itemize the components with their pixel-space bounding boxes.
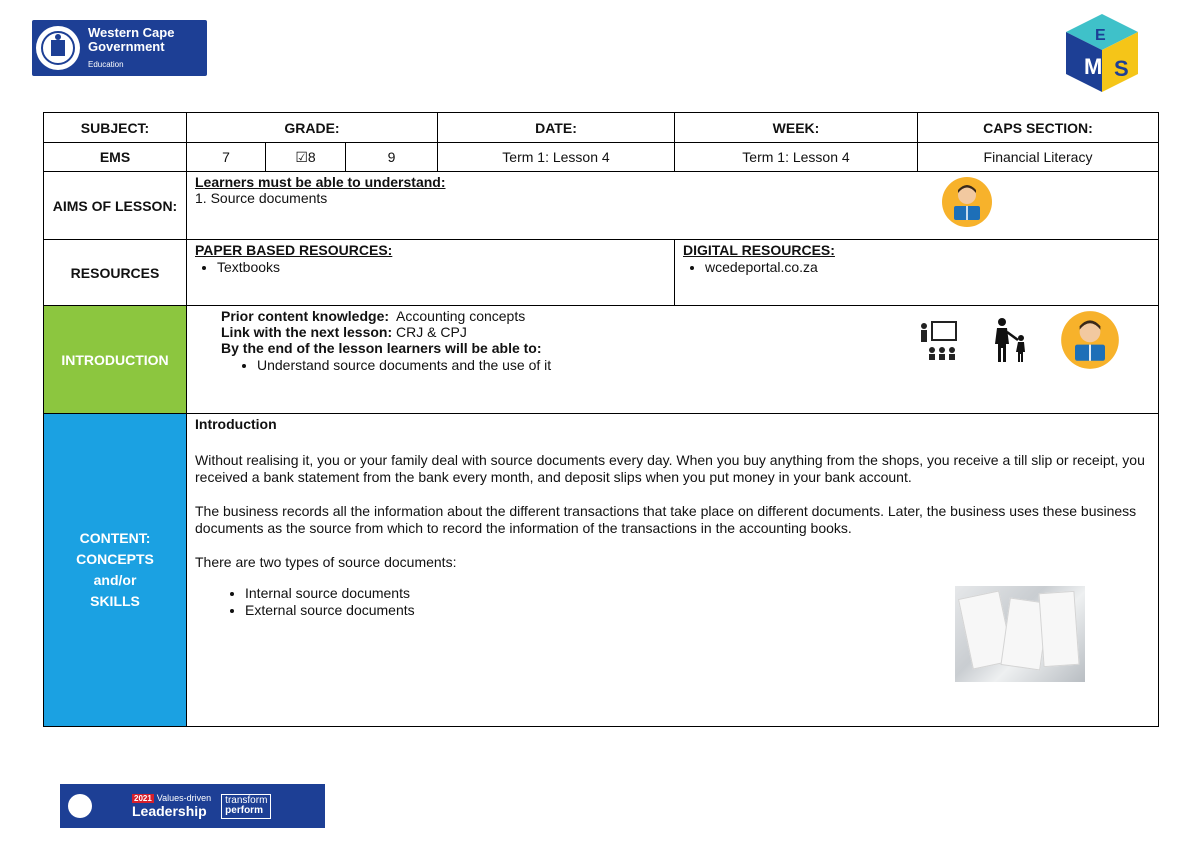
grade-9: 9 (346, 143, 438, 172)
banner-crest-icon (68, 794, 92, 818)
receipts-photo (955, 586, 1085, 682)
week-value: Term 1: Lesson 4 (675, 143, 918, 172)
end-of-lesson-item: • Understand source documents and the use of it (257, 357, 1150, 373)
paper-resource-item: • Textbooks (217, 259, 666, 275)
intro-icons (916, 310, 1120, 373)
subject-header: SUBJECT: (44, 113, 187, 143)
digital-resources-heading: DIGITAL RESOURCES: (683, 242, 835, 258)
content-paragraph-3: There are two types of source documents: (195, 553, 457, 570)
teacher-classroom-icon (916, 318, 960, 365)
banner-year: 2021 (134, 794, 152, 804)
caps-value: Financial Literacy (918, 143, 1159, 172)
grade-8-checked: ☑8 (266, 143, 346, 172)
digital-resources-cell (675, 240, 1159, 306)
paper-resources-heading: PAPER BASED RESOURCES: (195, 242, 393, 258)
source-doc-type-internal: • Internal source documents (245, 585, 1150, 601)
content-label: CONTENT: CONCEPTS and/or SKILLS (44, 414, 187, 727)
content-title: Introduction (195, 416, 277, 432)
wcg-logo (32, 20, 207, 76)
aims-label: AIMS OF LESSON: (44, 172, 187, 240)
aims-heading: Learners must be able to understand: (195, 174, 446, 190)
aims-cell (187, 172, 1159, 240)
org-name-line1: Western Cape (88, 25, 175, 41)
source-doc-type-external: • External source documents (245, 602, 1150, 618)
org-dept: Education (88, 60, 124, 70)
reading-student-icon (1060, 310, 1120, 373)
org-name-line2: Government (88, 38, 165, 54)
coat-of-arms-icon (36, 26, 80, 70)
week-header: WEEK: (675, 113, 918, 143)
svg-text:E: E (1095, 27, 1106, 44)
reading-student-icon (941, 176, 993, 231)
digital-resource-item: • wcedeportal.co.za (705, 259, 1150, 275)
end-of-lesson-label: By the end of the lesson learners will be able to: (221, 340, 542, 356)
grade-7: 7 (187, 143, 266, 172)
aims-item: 1. Source documents (195, 190, 328, 206)
introduction-label: INTRODUCTION (44, 306, 187, 414)
paper-resources-cell (187, 240, 675, 306)
next-lesson-label: Link with the next lesson: (221, 324, 393, 340)
subject-value: EMS (44, 143, 187, 172)
date-value: Term 1: Lesson 4 (438, 143, 675, 172)
content-paragraph-2: The business records all the information about the different transactions that take place on different documents. Later, the business uses these business documents as the source from which to record the information of the transactions in the accounting books. (195, 502, 1137, 536)
next-lesson-value: CRJ & CPJ (396, 324, 467, 340)
resources-label: RESOURCES (44, 240, 187, 306)
prior-knowledge-value: Accounting concepts (396, 308, 526, 324)
caps-header: CAPS SECTION: (918, 113, 1159, 143)
svg-text:M: M (1084, 54, 1103, 79)
transform-perform-badge: transform perform (221, 794, 271, 819)
banner-line1: Values-driven (156, 793, 212, 804)
banner-line2: Leadership (132, 802, 207, 819)
leadership-banner (60, 784, 325, 828)
grade-header: GRADE: (187, 113, 438, 143)
svg-text:S: S (1114, 56, 1129, 81)
prior-knowledge-label: Prior content knowledge: (221, 308, 390, 324)
parent-child-icon (988, 316, 1032, 367)
introduction-cell (187, 306, 1159, 414)
content-paragraph-1: Without realising it, you or your family deal with source documents every day. When you buy anything from the shops, you receive a till slip or receipt, you received a bank statement from the bank every month, and deposit slips when you put money in your bank account. (195, 451, 1145, 485)
date-header: DATE: (438, 113, 675, 143)
ems-cube-icon (1062, 12, 1142, 94)
